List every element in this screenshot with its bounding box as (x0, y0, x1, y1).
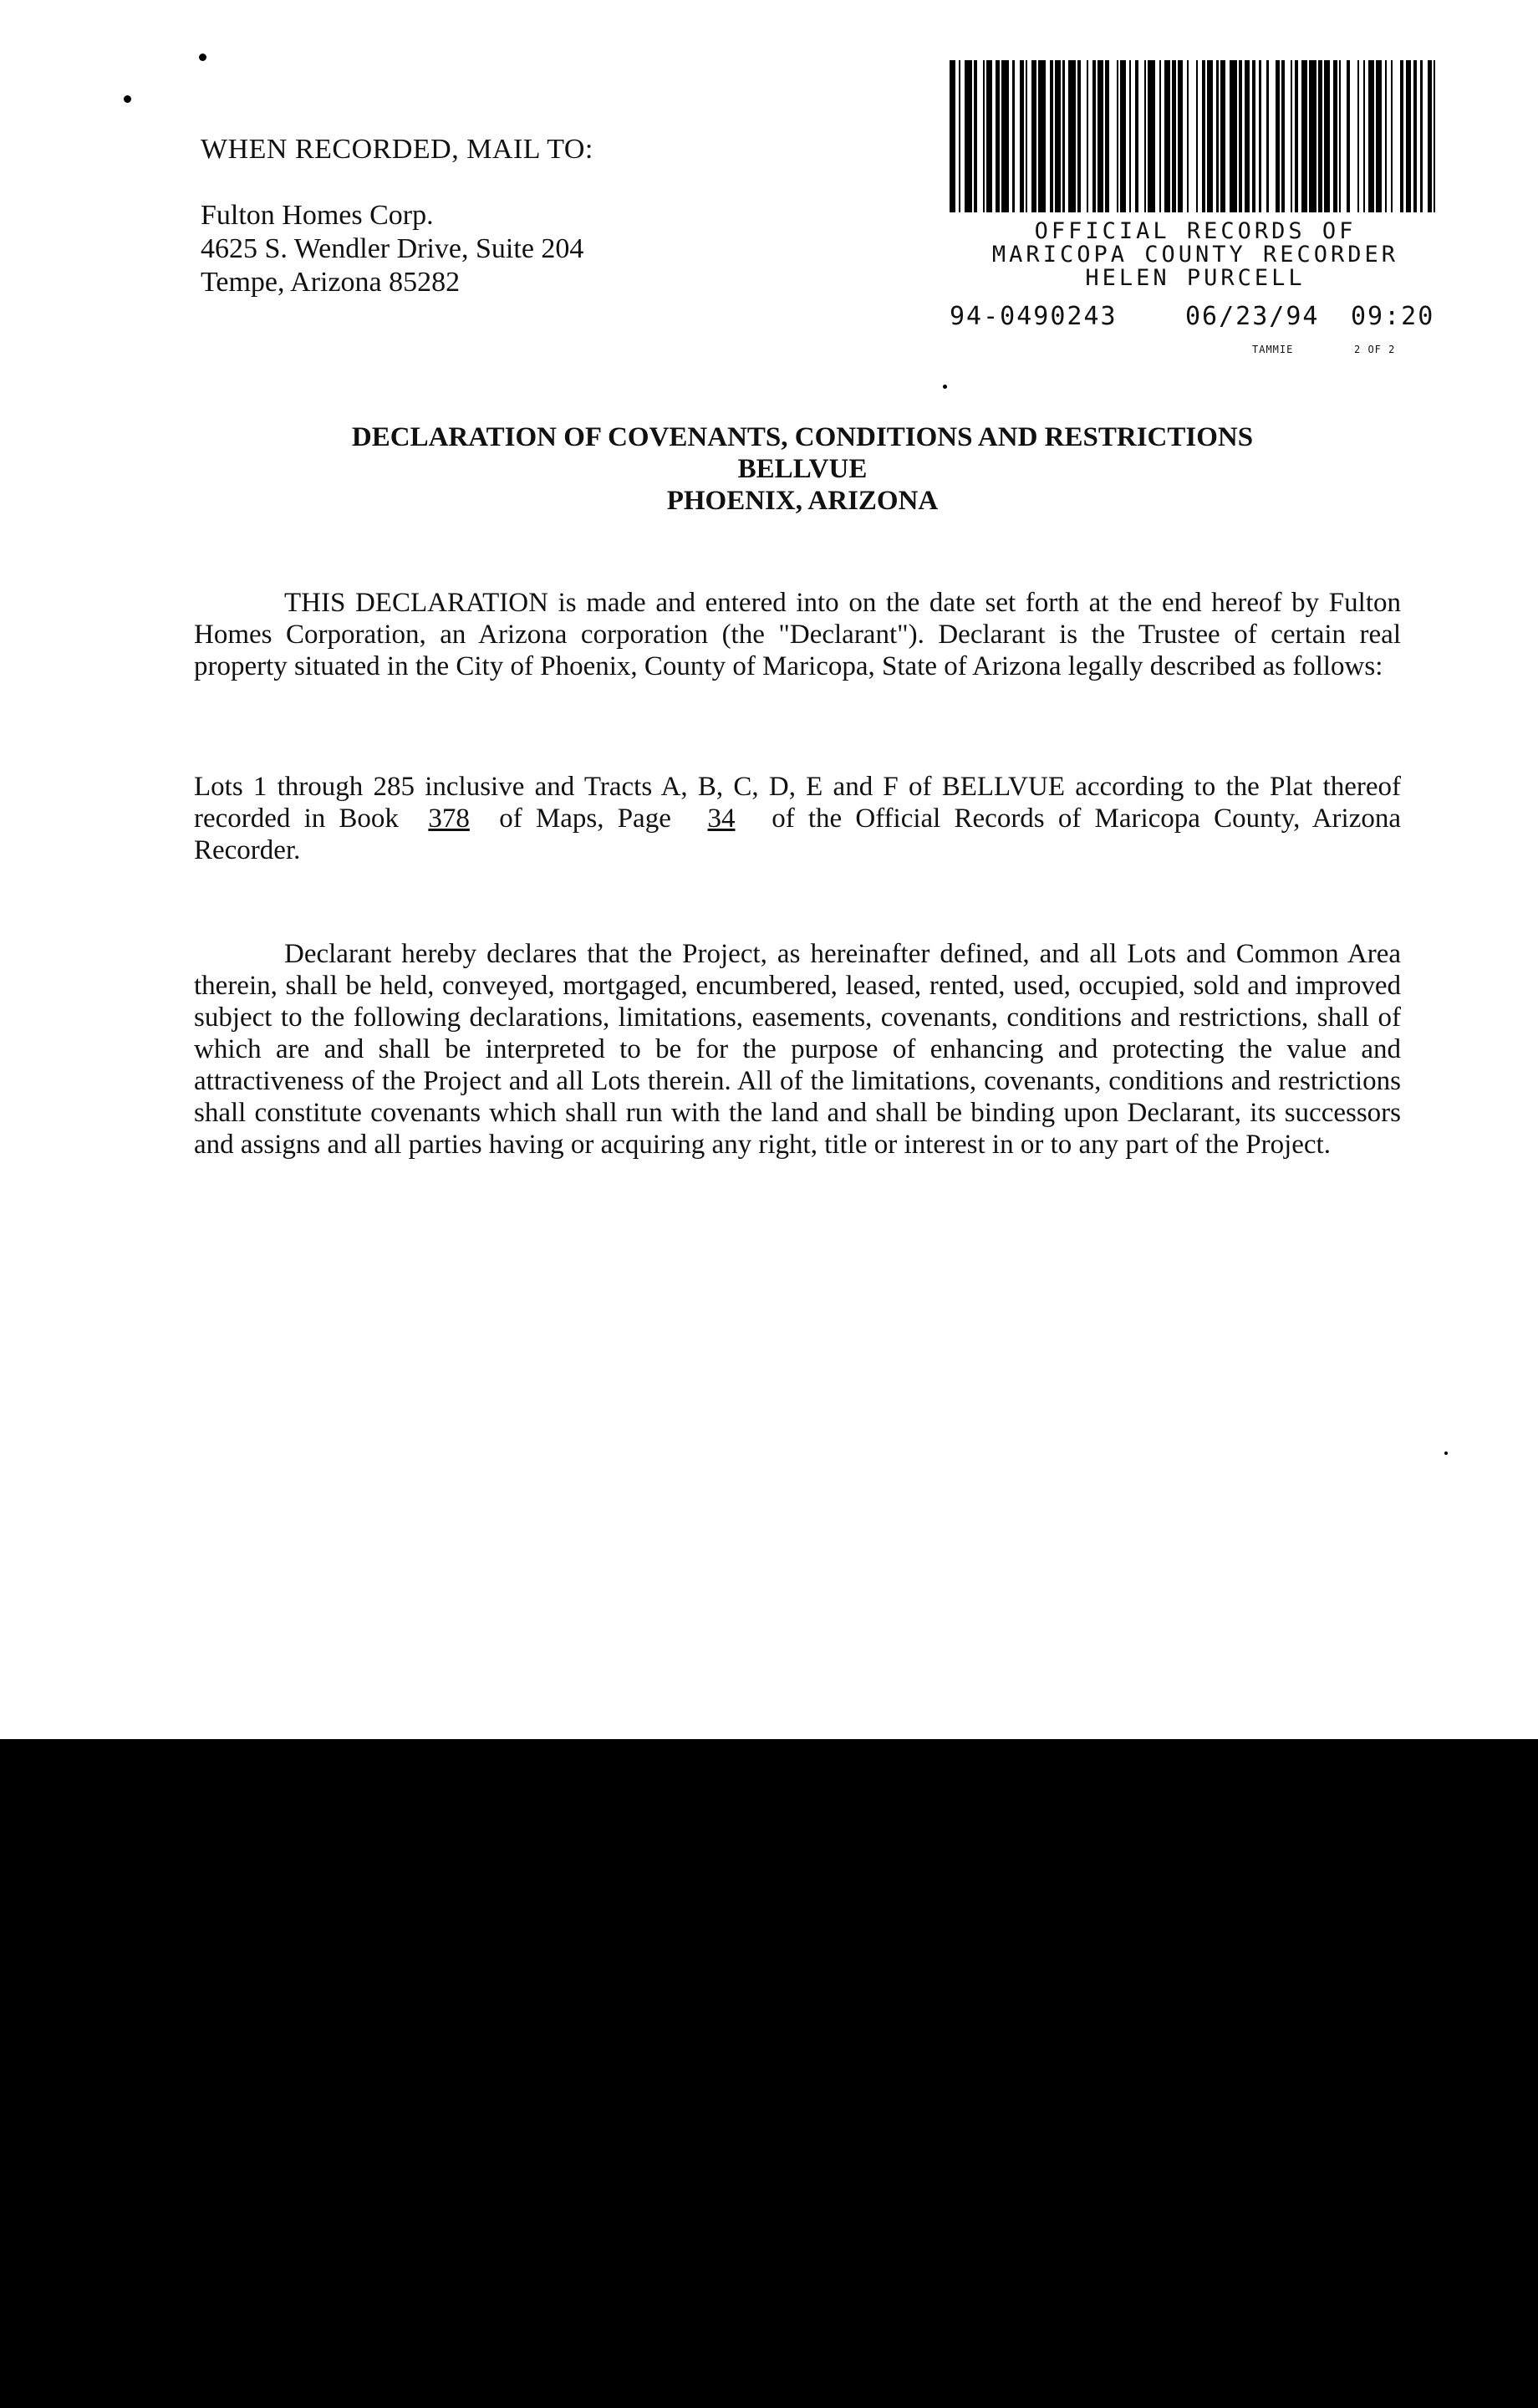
scan-speck (1444, 1451, 1448, 1455)
barcode-bar (1055, 60, 1061, 212)
barcode-bar (1038, 60, 1046, 212)
legal-text: of Maps, Page (499, 804, 671, 834)
recorder-stamp (936, 218, 1454, 355)
barcode-space (1435, 60, 1443, 212)
barcode-bar (986, 60, 992, 212)
barcode-space (1393, 60, 1400, 212)
barcode-bar (965, 60, 972, 212)
location-line: PHOENIX, ARIZONA (666, 486, 939, 516)
document-title (0, 421, 1538, 517)
declaration-body-paragraph: Declarant hereby declares that the Project, as hereinafter defined, and all Lots and Common Area therein, shall be held, conveyed, mortgaged, encumbered, leased, rented, used, occupied, sold and improved subject to the following declarations, limitations, easements, covenants, conditions and restrictions, shall of which are and shall be interpreted to be for the purpose of enhancing and protecting the value and attractiveness of the Project and all Lots therein. All of the limitations, covenants, conditions and restrictions shall constitute covenants which shall run with the land and shall be binding upon Declarant, its successors and assigns and all parties having or acquiring any right, title or interest in or to any part of the Project. (194, 939, 1401, 1160)
book-number: 378 (428, 804, 470, 834)
barcode-space (977, 60, 983, 212)
barcode-space (1189, 60, 1196, 212)
scan-speck (943, 385, 947, 389)
barcode-bar (1001, 60, 1009, 212)
recorder-line: OFFICIAL RECORDS OF (1034, 218, 1357, 244)
barcode-bar (1309, 60, 1316, 212)
barcode-space (1109, 60, 1117, 212)
barcode-space (1285, 60, 1291, 212)
legal-description-paragraph (194, 771, 1401, 866)
barcode-bar (1376, 60, 1382, 212)
title-line: DECLARATION OF COVENANTS, CONDITIONS AND RESTRICTIONS (351, 422, 1254, 452)
barcode-space (1081, 60, 1087, 212)
address-line: 4625 S. Wendler Drive, Suite 204 (201, 233, 584, 264)
barcode (950, 60, 1443, 212)
barcode-bar (1230, 60, 1237, 212)
legal-text: Lots 1 through 285 inclusive and Tracts A, B, C, D, E and F of BELLVUE according to the Plat thereof recorded in Book (194, 772, 1401, 834)
recording-date: 06/23/94 (1185, 302, 1320, 331)
address-line: Tempe, Arizona 85282 (201, 267, 461, 298)
barcode-bar (1301, 60, 1307, 212)
recorder-line: MARICOPA COUNTY RECORDER (991, 242, 1399, 268)
barcode-bar (1207, 60, 1213, 212)
barcode-space (1350, 60, 1357, 212)
subdivision-name: BELLVUE (737, 454, 868, 484)
page-number: 34 (707, 804, 736, 834)
barcode-bar (1068, 60, 1076, 212)
document-number: 94-0490243 (950, 302, 1118, 331)
legal-text: of the Official Records of Maricopa County, Arizona Recorder. (194, 804, 1402, 865)
page-count: 2 OF 2 (1354, 344, 1396, 355)
mail-to-address (201, 199, 583, 299)
declaration-intro-paragraph: THIS DECLARATION is made and entered into on the date set forth at the end hereof by Fulton Homes Corporation, an Arizona corporation (the "Declarant"). Declarant is the Trustee of certain real property situated in the City of Phoenix, County of Maricopa, State of Arizona legally described as follows: (194, 588, 1401, 681)
barcode-bar (1368, 60, 1374, 212)
barcode-bar (950, 60, 955, 212)
mail-to-heading: WHEN RECORDED, MAIL TO: (201, 134, 593, 165)
barcode-space (1269, 60, 1276, 212)
barcode-space (1138, 60, 1144, 212)
scan-black-area (0, 1739, 1538, 2408)
recorder-line: HELEN PURCELL (1085, 265, 1306, 291)
barcode-space (1341, 60, 1347, 212)
barcode-bar (1120, 60, 1126, 212)
barcode-bar (1324, 60, 1330, 212)
address-line: Fulton Homes Corp. (201, 200, 434, 231)
clerk-initials: TAMMIE (1252, 344, 1294, 355)
barcode-bar (1097, 60, 1103, 212)
scan-speck (199, 54, 206, 61)
barcode-bar (1148, 60, 1155, 212)
barcode-bar (1164, 60, 1170, 212)
recording-time: 09:20 (1351, 302, 1435, 331)
scan-speck (124, 95, 131, 103)
